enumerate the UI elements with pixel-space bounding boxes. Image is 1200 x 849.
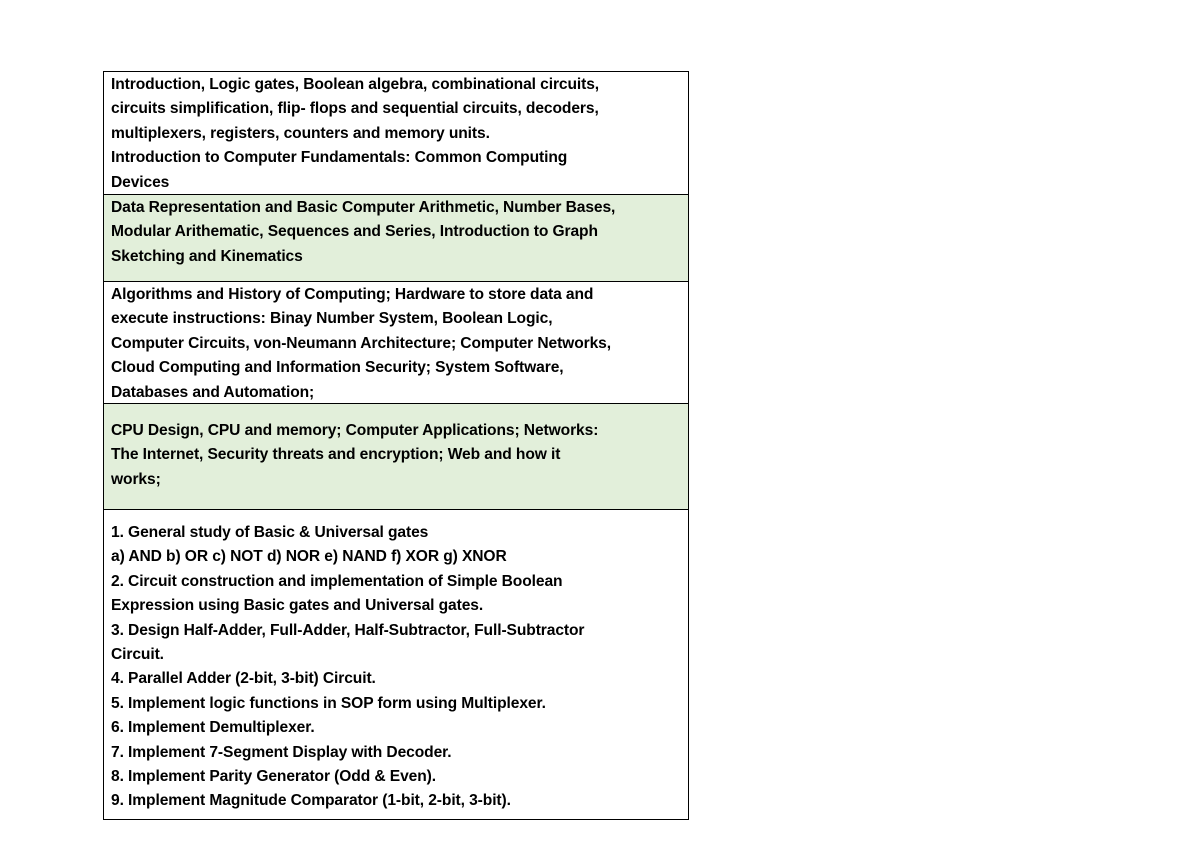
row-text-line: 1. General study of Basic & Universal gates (111, 524, 429, 541)
syllabus-table (103, 71, 689, 820)
row-text-line: Computer Circuits, von-Neumann Architecture; Computer Networks, (111, 334, 611, 352)
row-text-line: 3. Design Half-Adder, Full-Adder, Half-Subtractor, Full-Subtractor (111, 621, 585, 639)
row-text-line: a) AND b) OR c) NOT d) NOR e) NAND f) XOR g) XNOR (111, 548, 507, 566)
row-text-line: Introduction to Computer Fundamentals: Common Computing (111, 149, 568, 167)
row-text-line: Databases and Automation; (111, 383, 315, 401)
row-text-line: 5. Implement logic functions in SOP form using Multiplexer. (111, 694, 546, 712)
row-text-line: Sketching and Kinematics (111, 247, 303, 265)
row-text-line: Data Representation and Basic Computer Arithmetic, Number Bases, (111, 199, 616, 216)
row-text-line: The Internet, Security threats and encryption; Web and how it (111, 446, 561, 464)
row-text-line: execute instructions: Binay Number System, Boolean Logic, (111, 310, 553, 328)
row-text-line: works; (111, 470, 161, 488)
table-row-logic-gates (104, 72, 688, 194)
row-text-line: Devices (111, 173, 170, 191)
row-text-line: Cloud Computing and Information Security; System Software, (111, 359, 564, 377)
row-text-line: CPU Design, CPU and memory; Computer Applications; Networks: (111, 422, 599, 439)
row-text-line: 7. Implement 7-Segment Display with Decoder. (111, 743, 452, 761)
table-row-cpu-design (104, 403, 688, 509)
table-row-data-representation (104, 194, 688, 281)
row-text-line: 6. Implement Demultiplexer. (111, 719, 315, 737)
row-text-line: Expression using Basic gates and Universal gates. (111, 597, 484, 615)
row-text-line: 8. Implement Parity Generator (Odd & Even). (111, 768, 436, 786)
row-text-line: Circuit. (111, 646, 164, 664)
table-row-algorithms-history (104, 281, 688, 403)
row-text-line: 4. Parallel Adder (2-bit, 3-bit) Circuit. (111, 670, 376, 688)
row-text-line: circuits simplification, flip- flops and sequential circuits, decoders, (111, 100, 599, 118)
table-row-lab-experiments (104, 509, 688, 819)
row-text-line: multiplexers, registers, counters and memory units. (111, 124, 490, 142)
row-text-line: Modular Arithematic, Sequences and Series, Introduction to Graph (111, 223, 598, 241)
row-text-line: 2. Circuit construction and implementation of Simple Boolean (111, 572, 563, 590)
row-text-line: Algorithms and History of Computing; Hardware to store data and (111, 286, 594, 303)
row-text-line: 9. Implement Magnitude Comparator (1-bit, 2-bit, 3-bit). (111, 792, 511, 810)
row-text-line: Introduction, Logic gates, Boolean algebra, combinational circuits, (111, 76, 600, 93)
